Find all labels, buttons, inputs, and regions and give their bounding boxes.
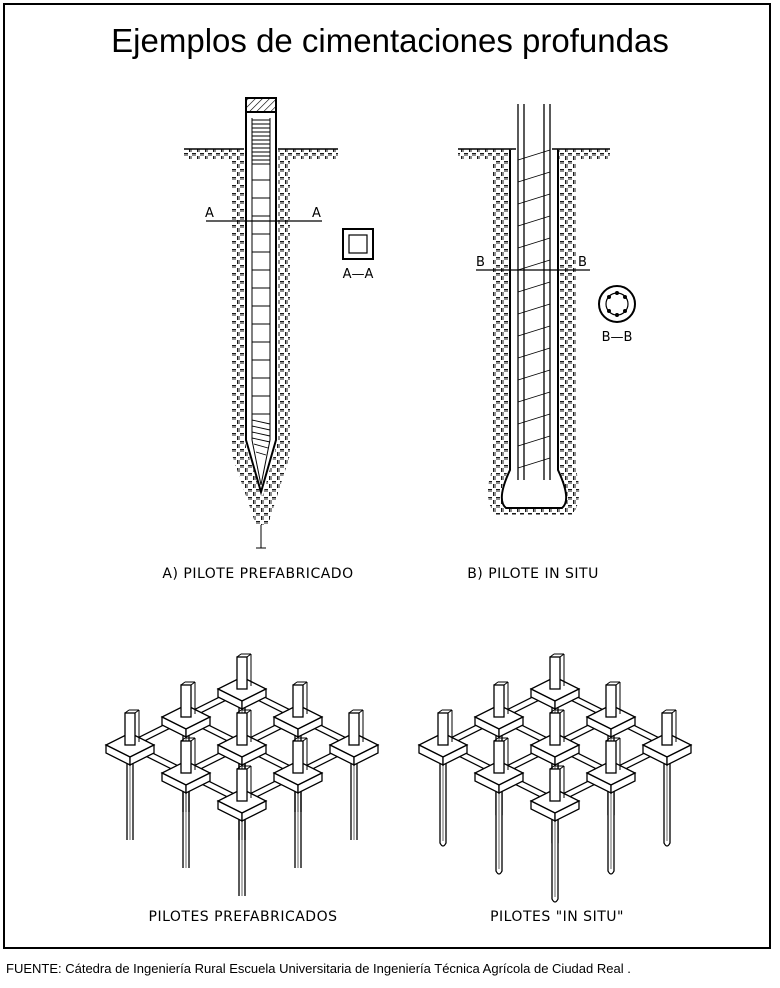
caption-pilotes-prefabricados: PILOTES PREFABRICADOS [148, 909, 338, 925]
section-b-left-label: B [476, 255, 485, 270]
pile-head [246, 98, 276, 112]
section-bb-caption: B—B [601, 330, 633, 345]
pilotes-prefabricados-grid [106, 654, 378, 925]
pilote-in-situ-section [458, 104, 635, 582]
caption-pilotes-in-situ: PILOTES "IN SITU" [490, 909, 624, 925]
precast-pile [246, 112, 276, 492]
figure-title: Ejemplos de cimentaciones profundas [111, 22, 669, 59]
pilote-prefabricado-section [162, 98, 373, 582]
section-aa-caption: A—A [342, 267, 374, 282]
section-a-right-label: A [312, 206, 321, 221]
caption-pilote-in-situ: B) PILOTE IN SITU [467, 566, 599, 582]
cast-in-situ-pile [502, 150, 566, 508]
caption-pilote-prefabricado: A) PILOTE PREFABRICADO [162, 566, 354, 582]
section-b-right-label: B [578, 255, 587, 270]
source-credit: FUENTE: Cátedra de Ingeniería Rural Escuela Universitaria de Ingeniería Técnica Agrícola de Ciudad Real . [6, 961, 631, 976]
pilotes-in-situ-grid [419, 654, 691, 925]
section-a-left-label: A [205, 206, 214, 221]
